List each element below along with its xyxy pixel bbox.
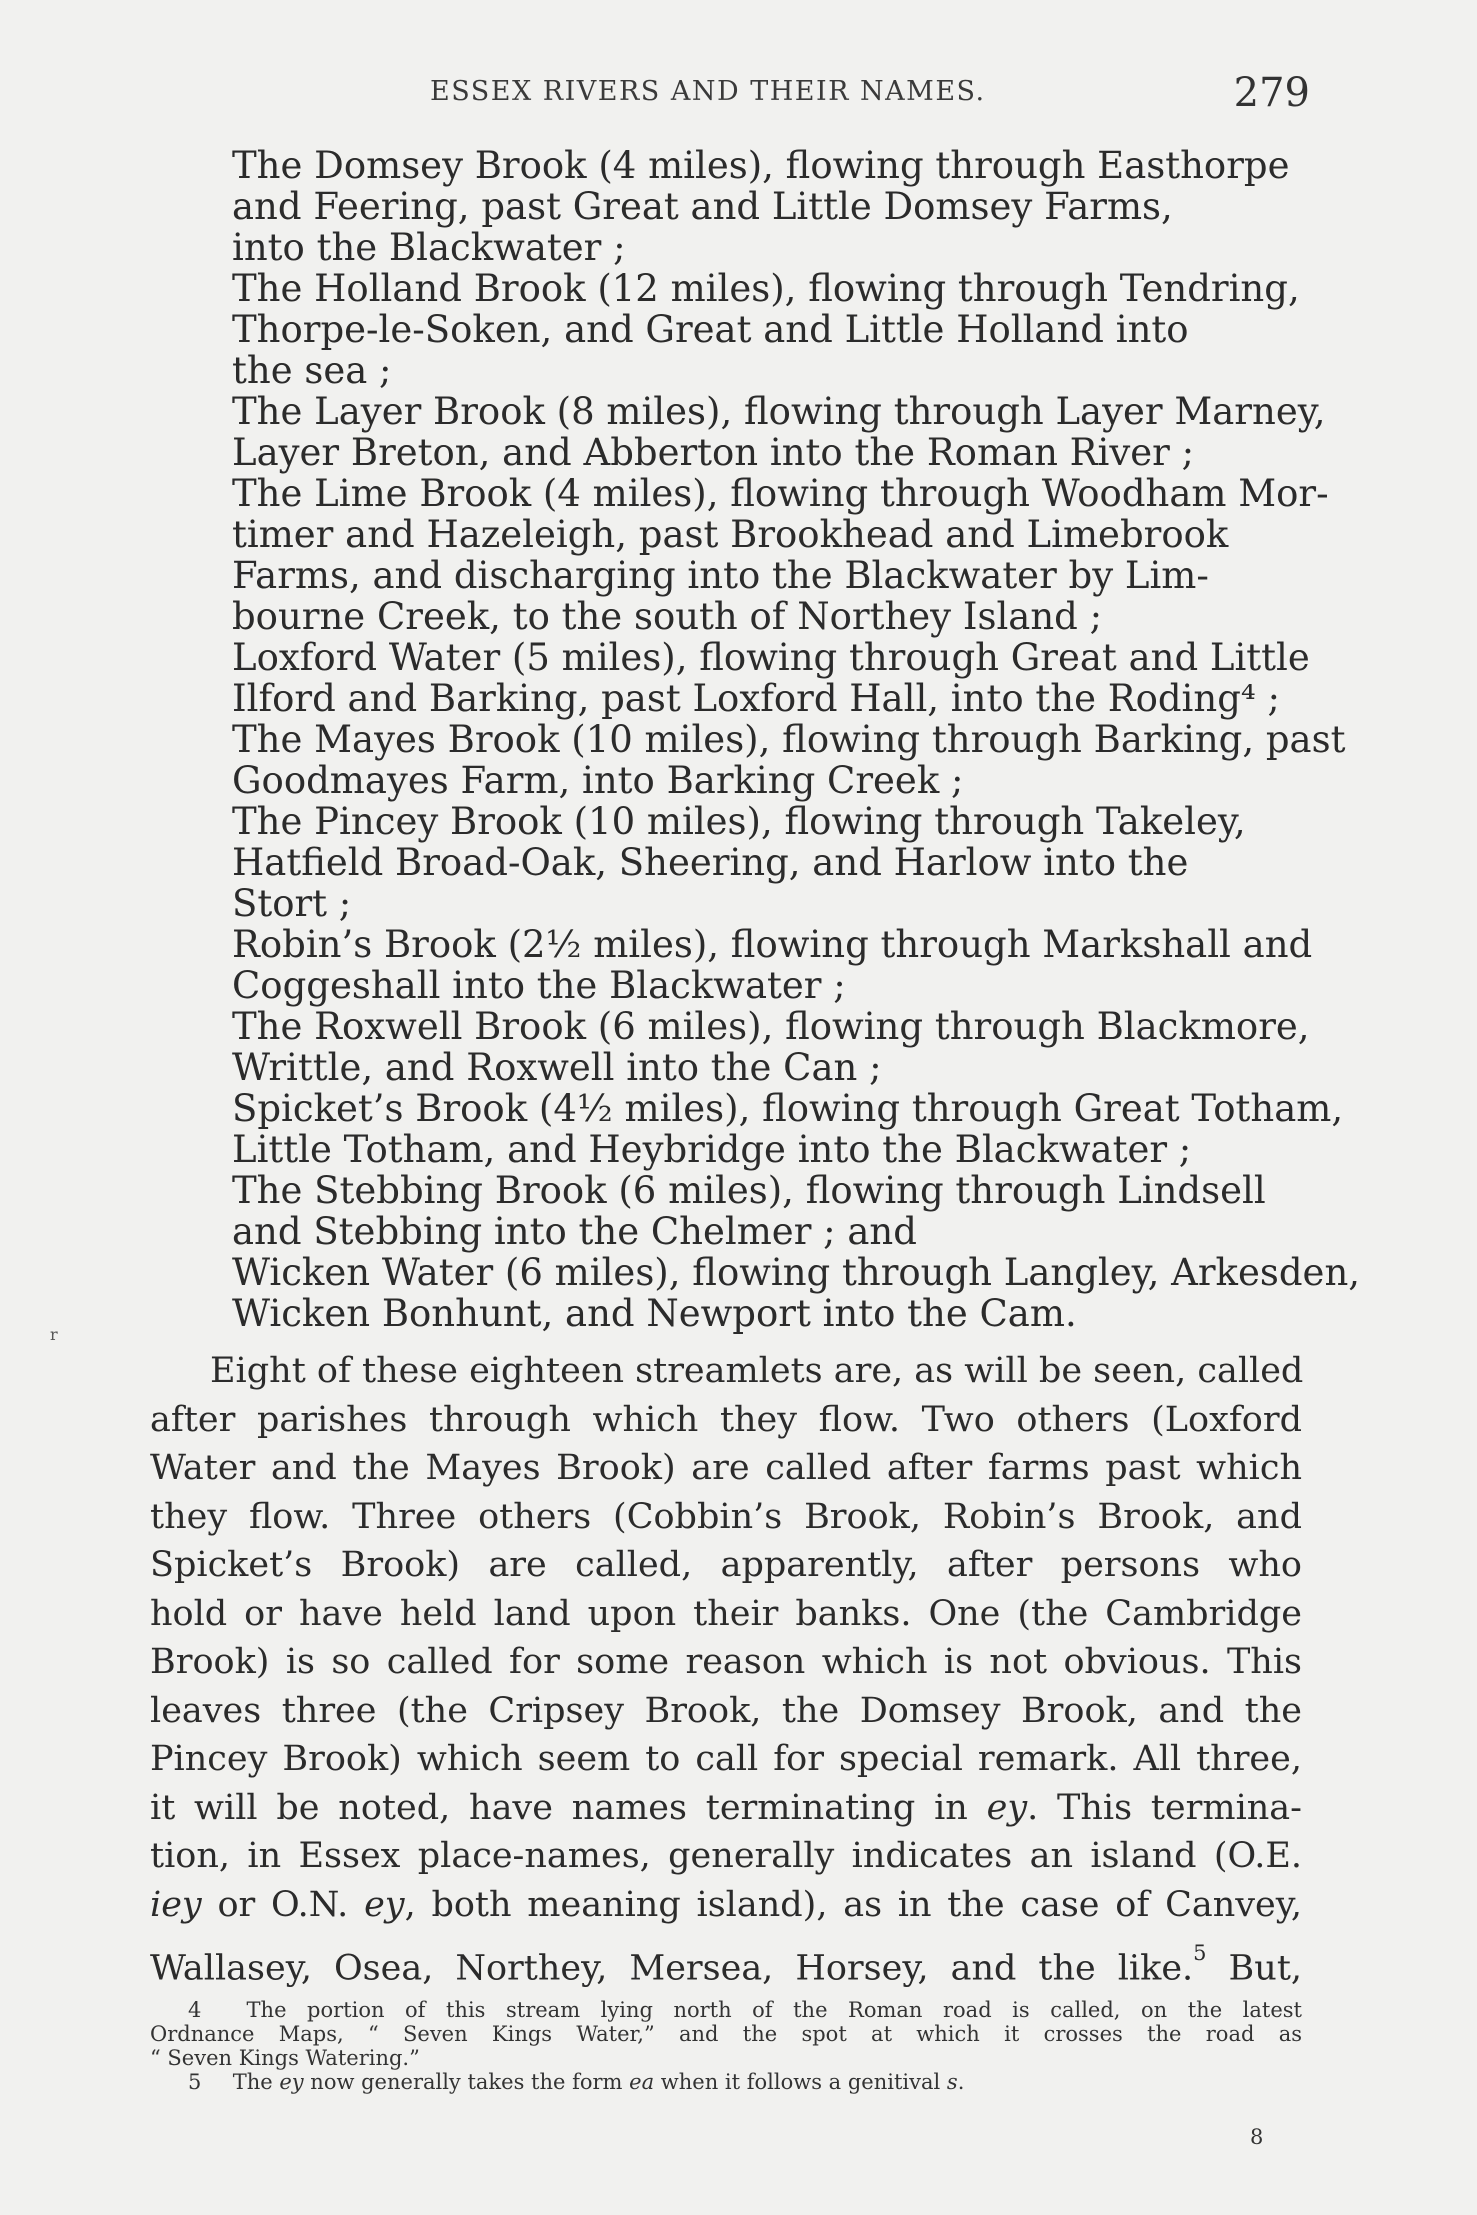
footnote-4: 4 The portion of this stream lying north of the Roman road is called, on the latest <box>150 1998 1302 2022</box>
footnote-number: 5 <box>188 2070 202 2094</box>
list-item: The Holland Brook (12 miles), flowing through Tendring, Thorpe-le-Soken, and Great and Little Holland into the sea ; <box>232 267 1300 392</box>
list-item: The Stebbing Brook (6 miles), flowing through Lindsell and Stebbing into the Chelmer ; and <box>232 1169 1266 1253</box>
footnotes: 4 The portion of this stream lying north of the Roman road is called, on the latest Ordnance Maps, “ Seven Kings Water,” and the spot at which it crosses the road as “ Seven Kings Watering.” 5 The ey now generally takes the form ea when it follows a genitival s. <box>150 1998 1302 2094</box>
list-item: The Mayes Brook (10 miles), flowing through Barking, past Goodmayes Farm, into Barking Creek ; <box>232 718 1346 802</box>
list-item: The Domsey Brook (4 miles), flowing through Easthorpe and Feering, past Great and Little Domsey Farms, into the Blackwater ; <box>232 144 1290 269</box>
list-item: The Lime Brook (4 miles), flowing through Woodham Mor- timer and Hazeleigh, past Brookhead and Limebrook Farms, and discharging into the Blackwater by Lim- bourne Creek, to the south of Northey Island ; <box>232 472 1329 638</box>
footnote-number: 4 <box>188 1998 202 2022</box>
printer-signature: 8 <box>1250 2125 1264 2149</box>
list-item: Spicket’s Brook (4½ miles), flowing through Great Totham, Little Totham, and Heybridge into the Blackwater ; <box>232 1087 1344 1171</box>
footnote-5: 5 The ey now generally takes the form ea when it follows a genitival s. <box>150 2070 1302 2094</box>
footnote-ref: 5 <box>1193 1941 1207 1965</box>
running-title: ESSEX RIVERS AND THEIR NAMES. <box>430 76 986 107</box>
list-item: Robin’s Brook (2½ miles), flowing through Markshall and Coggeshall into the Blackwater ; <box>232 923 1313 1007</box>
list-item: Loxford Water (5 miles), flowing through Great and Little Ilford and Barking, past Loxford Hall, into the Roding⁴ ; <box>232 636 1310 720</box>
page-header <box>150 70 1310 120</box>
margin-mark: r <box>50 1325 58 1344</box>
page-number: 279 <box>1233 70 1310 116</box>
list-item: Wicken Water (6 miles), flowing through Langley, Arkesden, Wicken Bonhunt, and Newport into the Cam. <box>232 1251 1361 1335</box>
list-item: The Roxwell Brook (6 miles), flowing through Blackmore, Writtle, and Roxwell into the Can ; <box>232 1005 1310 1089</box>
body-paragraph: Eight of these eighteen streamlets are, as will be seen, called after parishes through which they flow. Two others (Loxford Water and the Mayes Brook) are called after farms past which they flow. Three others (Cobbin’s Brook, Robin’s Brook, and Spicket’s Brook) are called, apparently, after persons who hold or have held land upon their banks. One (the Cambridge Brook) is so called for some reason which is not obvious. This leaves three (the Cripsey Brook, the Domsey Brook, and the Pincey Brook) which seem to call for special remark. All three, it will be noted, have names terminating in ey. This termina- tion, in Essex place-names, generally indicates an island (O.E. iey or O.N. ey, both meaning island), as in the case of Canvey, Wallasey, Osea, Northey, Mersea, Horsey, and the like.$^5$ But, <box>150 1351 1304 1989</box>
list-item: The Layer Brook (8 miles), flowing through Layer Marney, Layer Breton, and Abberton into the Roman River ; <box>232 390 1326 474</box>
brook-list <box>232 144 1361 1335</box>
list-item: The Pincey Brook (10 miles), flowing through Takeley, Hatfield Broad-Oak, Sheering, and Harlow into the Stort ; <box>232 800 1246 925</box>
